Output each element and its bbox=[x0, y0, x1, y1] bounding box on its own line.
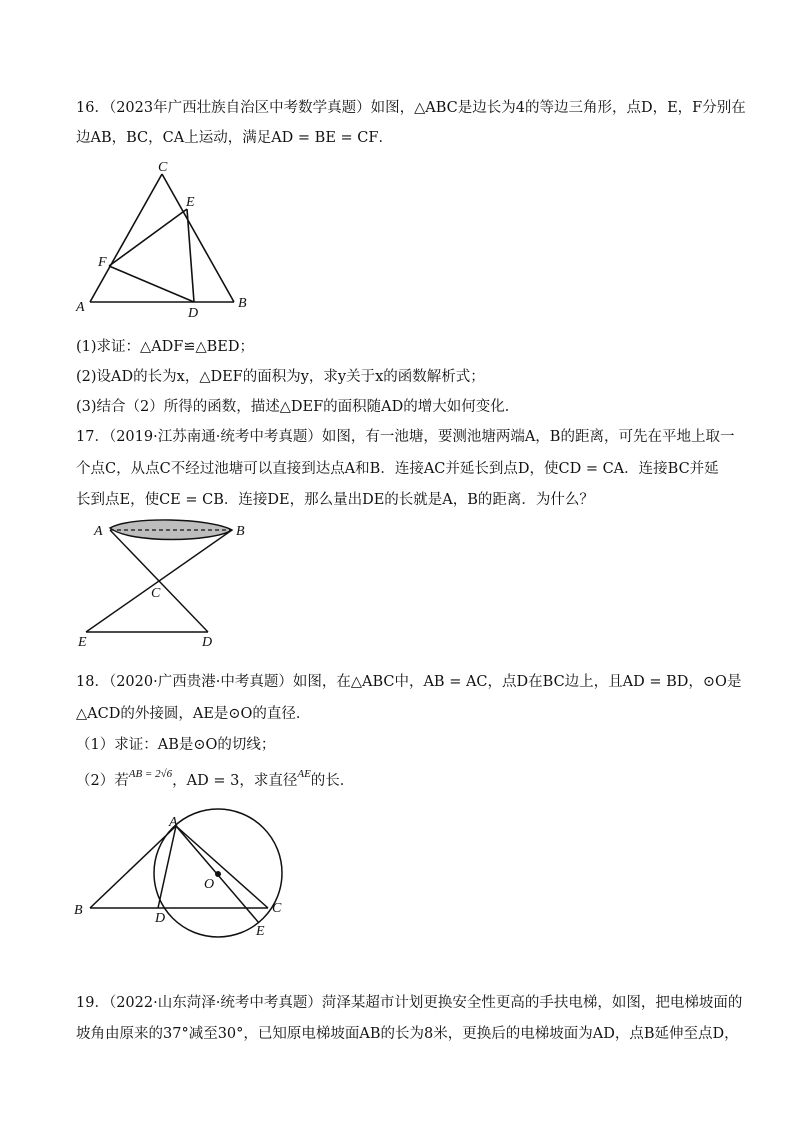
q18-part2-suffix: 的长． bbox=[310, 773, 355, 789]
q19-text-line2: 坡角由原来的37°减至30°，已知原电梯坡面AB的长为8米，更换后的电梯坡面为AD，点B延伸至点D， bbox=[76, 1026, 739, 1042]
q17-text-line2: 个点C，从点C不经过池塘可以直接到达点A和B．连接AC并延长到点D，使CD = CA．连接BC并延 bbox=[76, 461, 719, 477]
q18-part2-prefix: （2）若 bbox=[76, 773, 129, 789]
q18-part1: （1）求证：AB是⊙O的切线； bbox=[76, 737, 276, 753]
q17-text-line3: 长到点E，使CE = CB．连接DE，那么量出DE的长就是A，B的距离．为什么？ bbox=[76, 492, 594, 508]
q16-label-a: A bbox=[76, 300, 85, 315]
q18-part2-mid: ，AD = 3，求直径 bbox=[172, 773, 298, 789]
q17-label-b: B bbox=[236, 524, 245, 539]
q17-label-c: C bbox=[151, 586, 161, 601]
q18-text-line1: 18．（2020·广西贵港·中考真题）如图，在△ABC中，AB = AC，点D在BC边上，且AD = BD，⊙O是 bbox=[76, 674, 742, 690]
q18-label-o: O bbox=[204, 877, 215, 892]
q18-label-a: A bbox=[169, 815, 178, 830]
q17-label-a: A bbox=[94, 524, 103, 539]
q18-label-e: E bbox=[256, 924, 265, 939]
q18-text-line2: △ACD的外接圆，AE是⊙O的直径． bbox=[76, 706, 311, 722]
q18-ae-term: AE bbox=[297, 768, 311, 780]
q19-text-line1: 19．（2022·山东菏泽·统考中考真题）菏泽某超市计划更换安全性更高的手扶电梯，如图，把电梯坡面的 bbox=[76, 995, 743, 1011]
q18-label-d: D bbox=[155, 911, 166, 926]
q16-part2: (2)设AD的长为x，△DEF的面积为y，求y关于x的函数解析式； bbox=[76, 369, 485, 385]
q16-label-f: F bbox=[98, 255, 107, 270]
q16-text-line1: 16．（2023年广西壮族自治区中考数学真题）如图，△ABC是边长为4的等边三角形，点D，E，F分别在 bbox=[76, 100, 746, 116]
q17-text-line1: 17．（2019·江苏南通·统考中考真题）如图，有一池塘，要测池塘两端A，B的距离，可先在平地上取一 bbox=[76, 429, 735, 445]
q16-text-line2: 边AB，BC，CA上运动，满足AD = BE = CF． bbox=[76, 130, 393, 146]
q16-part1: (1)求证：△ADF≌△BED； bbox=[76, 339, 255, 355]
q18-center-point bbox=[215, 871, 221, 877]
q17-label-e: E bbox=[78, 635, 87, 650]
q16-label-e: E bbox=[186, 195, 195, 210]
q18-label-b: B bbox=[74, 903, 83, 918]
q17-label-d: D bbox=[202, 635, 213, 650]
q18-label-c: C bbox=[272, 901, 282, 916]
q16-part3: (3)结合（2）所得的函数，描述△DEF的面积随AD的增大如何变化． bbox=[76, 399, 520, 415]
q16-label-d: D bbox=[188, 306, 199, 321]
q18-ab-value: AB = 2√6 bbox=[128, 768, 173, 780]
q16-label-b: B bbox=[238, 296, 247, 311]
q16-label-c: C bbox=[158, 160, 168, 175]
